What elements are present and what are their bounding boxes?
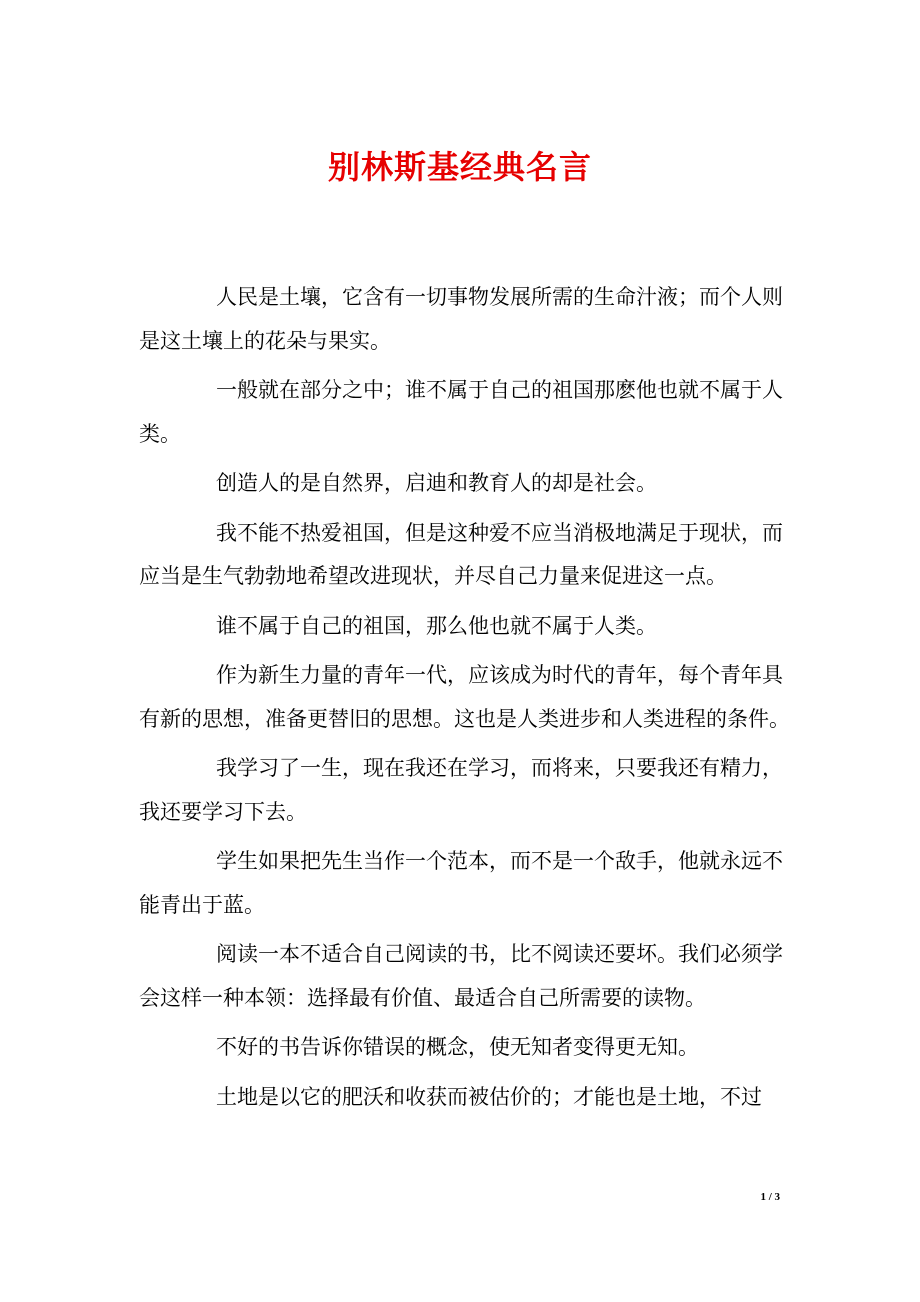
paragraph: 学生如果把先生当作一个范本，而不是一个敌手，他就永远不能青出于蓝。 bbox=[139, 849, 783, 917]
paragraph: 我不能不热爱祖国，但是这种爱不应当消极地满足于现状，而应当是生气勃勃地希望改进现状，并尽自己力量来促进这一点。 bbox=[139, 520, 783, 588]
paragraph: 创造人的是自然界，启迪和教育人的却是社会。 bbox=[216, 471, 657, 495]
document-title: 别林斯基经典名言 bbox=[327, 148, 592, 186]
paragraph: 不好的书告诉你错误的概念，使无知者变得更无知。 bbox=[216, 1035, 699, 1059]
document-body bbox=[139, 276, 799, 1125]
page-number: 1 / 3 bbox=[760, 1191, 780, 1203]
paragraph: 我学习了一生，现在我还在学习，而将来，只要我还有精力，我还要学习下去。 bbox=[139, 756, 783, 824]
paragraph: 土地是以它的肥沃和收获而被估价的；才能也是土地，不过 bbox=[216, 1084, 762, 1109]
paragraph: 作为新生力量的青年一代，应该成为时代的青年，每个青年具有新的思想，准备更替旧的思想。这也是人类进步和人类进程的条件。 bbox=[139, 663, 790, 731]
paragraph: 一般就在部分之中；谁不属于自己的祖国那麽他也就不属于人类。 bbox=[139, 378, 783, 446]
paragraph: 人民是土壤，它含有一切事物发展所需的生命汁液；而个人则是这土壤上的花朵与果实。 bbox=[139, 285, 783, 353]
paragraph: 阅读一本不适合自己阅读的书，比不阅读还要坏。我们必须学会这样一种本领：选择最有价值、最适合自己所需要的读物。 bbox=[139, 942, 783, 1010]
paragraph: 谁不属于自己的祖国，那么他也就不属于人类。 bbox=[216, 613, 657, 638]
